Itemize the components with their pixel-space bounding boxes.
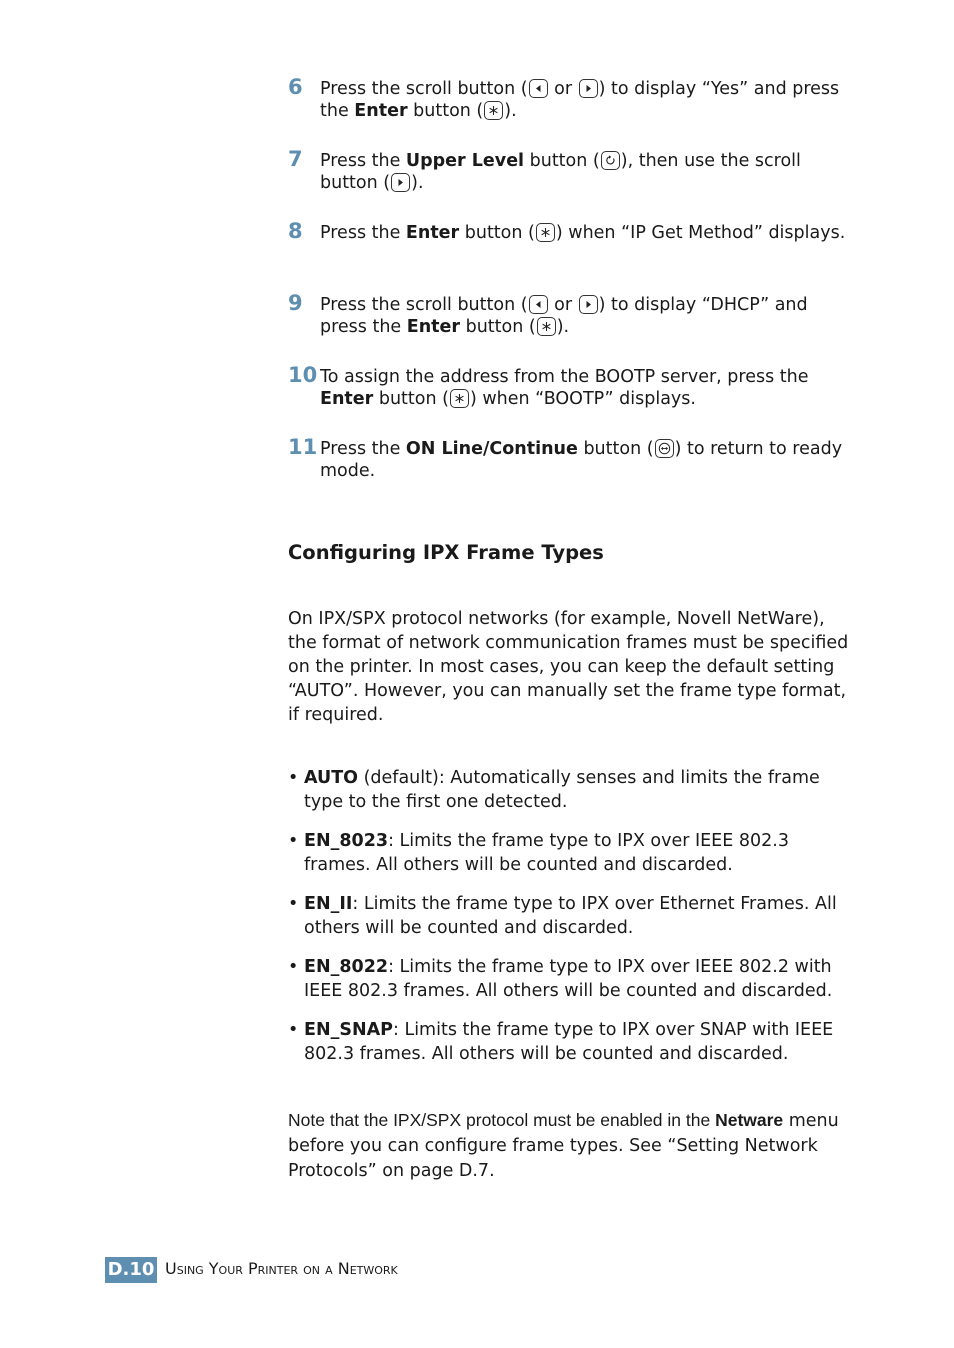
step-text: Press the scroll button ( or ) to display “Yes” and press the Enter button ( ). <box>320 79 840 121</box>
list-term: EN_8022 <box>304 957 389 977</box>
enter-icon <box>450 389 469 408</box>
list-item <box>288 892 854 940</box>
step-number: 10 <box>288 363 318 387</box>
bullet-marker: • <box>288 894 299 914</box>
bullet-marker: • <box>288 957 299 977</box>
list-item <box>288 766 854 814</box>
list-term: AUTO <box>304 768 359 788</box>
list-term: EN_SNAP <box>304 1020 393 1040</box>
list-item <box>288 829 854 877</box>
list-term: EN_II <box>304 894 353 914</box>
step-9 <box>288 291 848 338</box>
step-text: Press the Upper Level button ( ), then use the scroll button ( ). <box>320 151 801 193</box>
list-description: (default): Automatically senses and limits the frame type to the first one detected. <box>304 768 820 812</box>
step-number: 8 <box>288 219 303 243</box>
bullet-marker: • <box>288 831 299 851</box>
step-11 <box>288 435 848 482</box>
list-item <box>288 1018 854 1066</box>
step-6 <box>288 75 848 122</box>
step-text: To assign the address from the BOOTP server, press the Enter button ( ) when “BOOTP” displays. <box>320 367 809 409</box>
step-10 <box>288 363 848 410</box>
step-text: Press the ON Line/Continue button ( ) to return to ready mode. <box>320 439 843 481</box>
enter-icon <box>537 317 556 336</box>
list-term: EN_8023 <box>304 831 389 851</box>
step-8 <box>288 219 848 244</box>
list-description: : Limits the frame type to IPX over IEEE 802.3 frames. All others will be counted and discarded. <box>304 831 789 875</box>
step-number: 11 <box>288 435 318 459</box>
step-number: 6 <box>288 75 303 99</box>
list-description: : Limits the frame type to IPX over IEEE 802.2 with IEEE 802.3 frames. All others will be counted and discarded. <box>304 957 833 1001</box>
step-7 <box>288 147 848 194</box>
scroll-right-icon <box>391 173 410 192</box>
note-paragraph: Note that the IPX/SPX protocol must be enabled in the Netware menu before you can configure frame types. See “Setting Network Protocols” on page D.7. <box>288 1110 839 1181</box>
section-title: Configuring IPX Frame Types <box>288 541 604 564</box>
bullet-marker: • <box>288 1020 299 1040</box>
scroll-right-icon <box>579 295 598 314</box>
list-description: : Limits the frame type to IPX over SNAP with IEEE 802.3 frames. All others will be counted and discarded. <box>304 1020 834 1064</box>
step-number: 9 <box>288 291 303 315</box>
step-text: Press the scroll button ( or ) to display “DHCP” and press the Enter button ( ). <box>320 295 808 337</box>
enter-icon <box>484 101 503 120</box>
online-continue-icon <box>655 439 674 458</box>
list-description: : Limits the frame type to IPX over Ethernet Frames. All others will be counted and discarded. <box>304 894 837 938</box>
scroll-left-icon <box>529 295 548 314</box>
footer-chapter-title: Using Your Printer on a Network <box>165 1259 398 1278</box>
scroll-left-icon <box>529 79 548 98</box>
step-text: Press the Enter button ( ) when “IP Get Method” displays. <box>320 223 846 243</box>
upper-level-icon <box>601 151 620 170</box>
bullet-marker: • <box>288 768 299 788</box>
step-number: 7 <box>288 147 303 171</box>
page-number-badge: D.10 <box>105 1257 157 1283</box>
list-item <box>288 955 854 1003</box>
enter-icon <box>536 223 555 242</box>
scroll-right-icon <box>579 79 598 98</box>
intro-paragraph: On IPX/SPX protocol networks (for example, Novell NetWare), the format of network communication frames must be specified on the printer. In most cases, you can keep the default setting “AUTO”. However, you can manually set the frame type format, if required. <box>288 609 849 725</box>
